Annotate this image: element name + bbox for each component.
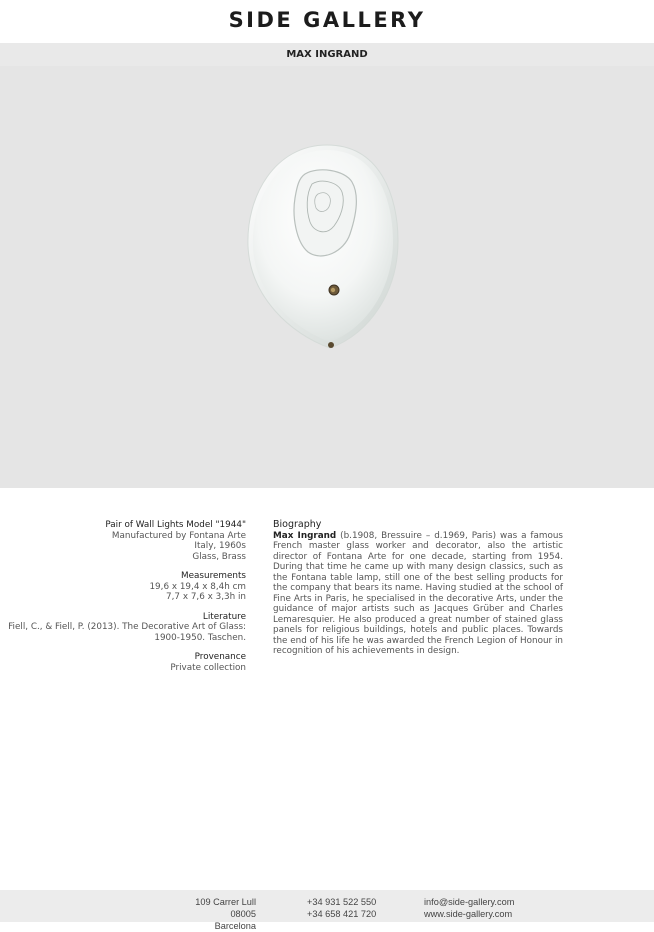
- manufacturer: Manufactured by Fontana Arte: [111, 530, 246, 541]
- provenance: Private collection: [170, 662, 246, 673]
- product-title: Pair of Wall Lights Model "1944": [105, 520, 246, 530]
- biography-name: Max Ingrand: [273, 530, 337, 541]
- footer-address: [189, 896, 256, 932]
- literature-line-1: Fiell, C., & Fiell, P. (2013). The Decorative Art of Glass:: [8, 622, 246, 632]
- provenance-label: Provenance: [194, 652, 246, 662]
- product-photo: [0, 66, 654, 488]
- measurements-in: 7,7 x 7,6 x 3,3h in: [166, 592, 246, 602]
- measurements-label: Measurements: [181, 571, 246, 581]
- phone-2[interactable]: +34 658 421 720: [307, 909, 377, 919]
- literature-line-2: 1900-1950. Taschen.: [154, 632, 246, 643]
- measurements-cm: 19,6 x 19,4 x 8,4h cm: [149, 581, 246, 592]
- footer-phones: [307, 896, 376, 920]
- address-line-1: 109 Carrer Lull: [195, 897, 256, 907]
- biography-section: [273, 520, 563, 657]
- biography-body: (b.1908, Bressuire – d.1969, Paris) was a famous French master glass worker and decorator, also the artistic director of Fontana Arte for one decade, starting from 1954. During that time he came up with many design classics, such as the Fontana table lamp, still one of the best selling products for the company that bears its name. Having studied at the school of Fine Arts in Paris, he specialised in the decorative Arts, under the guidance of major artists such as Jacques Grüber and Charles Lemaresquier. He also produced a great number of stained glass panels for religious buildings, hotels and public places. Towards the end of his life he was awarded the French Legion of Honour in recognition of his achievements in design.: [273, 530, 564, 656]
- email-link[interactable]: info@side-gallery.com: [424, 897, 515, 907]
- wall-light-image: [0, 66, 654, 488]
- website-link[interactable]: www.side-gallery.com: [424, 909, 513, 919]
- product-details: [0, 520, 246, 673]
- materials: Glass, Brass: [192, 551, 246, 562]
- artist-name-bar: MAX INGRAND: [0, 43, 654, 66]
- biography-label: Biography: [273, 519, 322, 530]
- literature-label: Literature: [202, 611, 246, 622]
- footer-contact: [424, 896, 514, 920]
- origin: Italy, 1960s: [194, 541, 246, 551]
- biography-text: [273, 531, 563, 657]
- gallery-logo: SIDE GALLERY: [228, 8, 426, 32]
- footer: [0, 890, 654, 931]
- address-line-2: 08005 Barcelona: [214, 909, 256, 931]
- phone-1[interactable]: +34 931 522 550: [307, 897, 377, 907]
